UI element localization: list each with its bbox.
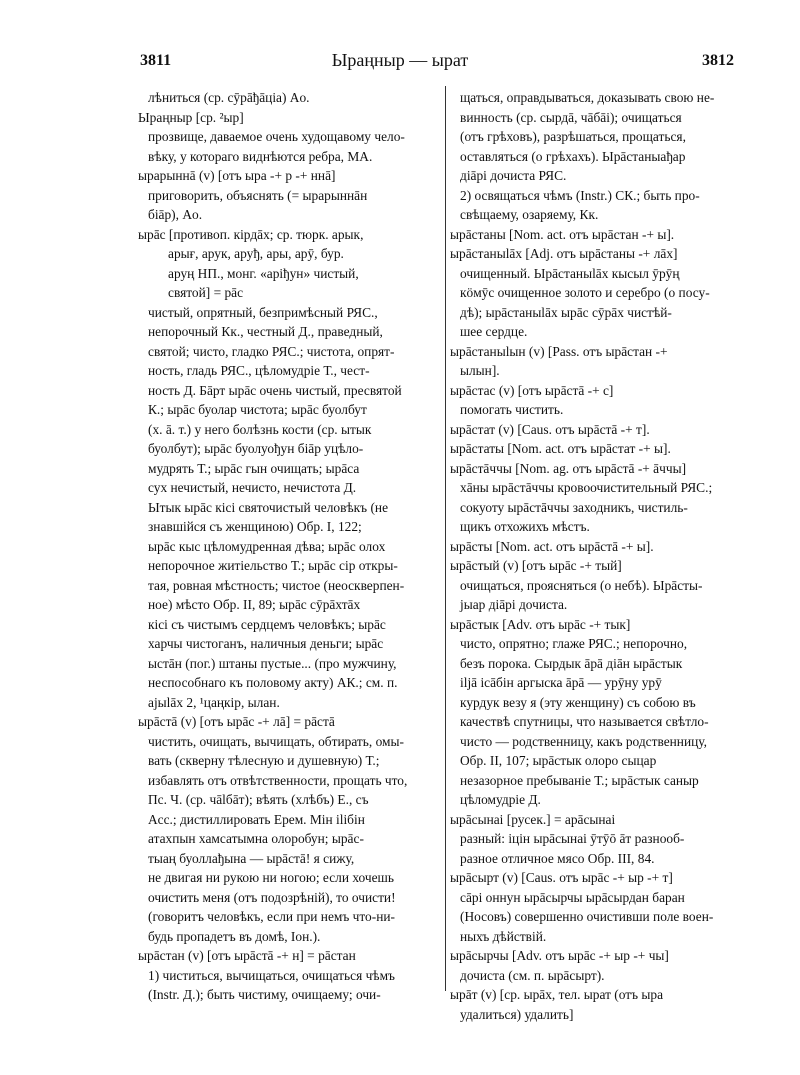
entry-text-line: (х. ā. т.) у него болѣзнь кости (ср. ытык — [148, 421, 372, 437]
entry-text-line: буолбут); ырāс буолуођун бiāр уцѣло- — [148, 441, 364, 456]
entry-text-line: сух нечистый, нечисто, нечистота Д. — [148, 480, 357, 495]
entry-text-line: харчы чистоганъ, наличныя деньги; ырāс — [148, 636, 384, 651]
entry-text-line: помогать чистить. — [460, 402, 564, 417]
entry-text-line: 2) освящаться чѣмъ (Instr.) СК.; быть про- — [460, 187, 700, 203]
entry-text-line: святой; чисто, гладко РЯС.; чистота, опрят- — [148, 343, 395, 359]
entry-text-line: разное отличное мясо Обр. III, 84. — [460, 850, 655, 866]
left-column — [138, 88, 440, 1005]
entry-text-line: дѣ); ырāстаныlāх ырāс сӯрāх чистѣй- — [460, 304, 672, 320]
entry-headword-line: Ыраңныр [ср. ²ыр] — [138, 109, 244, 125]
entry-text-line: ность Д. Бāрт ырāс очень чистый, пресвятой — [148, 382, 402, 398]
entry-text-line: атахпын хамсатымна олоробун; ырāс- — [148, 831, 364, 846]
entry-headword-line: ырāстā (v) [отъ ырāс -+ лā] = рāстā — [138, 714, 335, 729]
entry-text-line: цѣломудрiе Д. — [460, 792, 541, 807]
entry-text-line: непорочное житiельство Т.; ырāс сiр откры- — [148, 558, 398, 573]
entry-text-line: Пс. Ч. (ср. чālбāт); вѣять (хлѣбъ) Е., съ — [148, 792, 369, 807]
entry-text-line: очищаться, проясняться (о небѣ). Ырāсты- — [460, 577, 703, 593]
entry-text-line: К.; ырāс буолар чистота; ырāс буолбут — [148, 402, 367, 417]
entry-text-line: чисто, опрятно; глаже РЯС.; непорочно, — [460, 636, 688, 651]
entry-text-line: не двигая ни рукою ни ногою; если хочешь — [148, 870, 394, 885]
entry-text-line: мудрять Т.; ырāс гын очищать; ырāса — [148, 460, 360, 476]
entry-text-line: дочиста (см. п. ырāсырт). — [460, 967, 605, 983]
entry-text-line: винность (ср. сырдā, чāбāi); очищаться — [460, 109, 682, 125]
entry-text-line: сāрi оннун ырāсырчы ырāсырдан баран — [460, 889, 685, 905]
entry-text-line: разный: iцiн ырāсынаi ӯтӯō āт разнооб- — [460, 831, 685, 846]
entry-text-line: свѣщаему, озаряему, Кк. — [460, 207, 599, 222]
entry-text-line: сокуоту ырāстāччы заходникъ, чистиль- — [460, 499, 688, 515]
entry-text-line: Ытык ырāс кiсi святочистый человѣкъ (не — [148, 499, 389, 515]
entry-text-line: вѣку, у котораго виднѣются ребра, МА. — [148, 148, 373, 164]
entry-text-line: бiāр), Ao. — [148, 207, 203, 222]
entry-text-line: кӧмӯс очищенное золото и серебро (о посу- — [460, 285, 710, 300]
entry-text-line: (говоритъ человѣкъ, если при немъ что-ни- — [148, 909, 396, 924]
entry-text-line: ыстāн (пог.) штаны пустые... (про мужчину, — [148, 655, 397, 671]
entry-text-line: неспособнаго къ половому акту) АК.; см. п. — [148, 675, 398, 690]
entry-text-line: ность, гладь РЯС., цѣломудрiе Т., чест- — [148, 363, 370, 378]
entry-text-line: лѣниться (ср. сӯрāђāцiа) Ao. — [148, 90, 310, 105]
entry-text-line: удалиться) удалить] — [460, 1006, 574, 1022]
entry-text-line: шее сердце. — [460, 324, 528, 339]
entry-text-line: щикъ отхожихъ мѣстъ. — [460, 519, 590, 534]
entry-headword-line: ырāстаныlын (v) [Pass. отъ ырāстан -+ — [450, 343, 668, 359]
entry-text-line: (Носовъ) совершенно очистивши поле воен- — [460, 909, 714, 924]
entry-text-line: качествѣ спутницы, что называется свѣтло- — [460, 714, 709, 729]
entry-headword-line: ырāстат (v) [Caus. отъ ырāстā -+ т]. — [450, 421, 650, 437]
entry-text-line: незазорное пребыванiе Т.; ырāстык саныр — [460, 772, 699, 788]
entry-headword-line: ырāсты [Nom. act. отъ ырāстā -+ ы]. — [450, 538, 654, 554]
entry-headword-line: ырāс [противоп. кiрдāх; ср. тюрк. арык, — [138, 226, 364, 242]
entry-text-line: знавшiйся съ женщиною) Обр. I, 122; — [148, 519, 362, 534]
page-number-left: 3811 — [140, 52, 172, 69]
page-number-right: 3812 — [702, 52, 734, 69]
entry-text-line: ныхъ дѣйствiй. — [460, 928, 547, 944]
entry-headword-line: ырāстан (v) [отъ ырāстā -+ н] = рāстан — [138, 948, 356, 963]
entry-text-line: тыаң буоллађына — ырāстā! я сижу, — [148, 850, 355, 866]
column-divider — [445, 86, 446, 991]
entry-headword-line: ырāстаты [Nom. act. отъ ырāстат -+ ы]. — [450, 441, 671, 456]
entry-headword-line: ырāсырт (v) [Caus. отъ ырāс -+ ыр -+ т] — [450, 870, 673, 885]
entry-headword-line: ырāстый (v) [отъ ырāс -+ тый] — [450, 558, 622, 573]
entry-text-line: чистый, опрятный, безпримѣсный РЯС., — [148, 304, 378, 320]
entry-text-line: аjыlāх 2, ¹цаңкiр, ылан. — [148, 694, 280, 710]
entry-text-line: хāны ырāстāччы кровоочистительный РЯС.; — [460, 480, 713, 495]
entry-headword-line: ырарыннā (v) [отъ ыра -+ р -+ ннā] — [138, 168, 336, 183]
entry-text-line: Acc.; дистиллировать Ерем. Мiн iliбiн — [148, 811, 365, 827]
entry-text-line: ылын]. — [460, 363, 500, 378]
entry-text-line: чистить, очищать, вычищать, обтирать, омы- — [148, 733, 404, 749]
entry-text-line: прозвище, даваемое очень худощавому чело- — [148, 129, 405, 144]
entry-text-line: непорочный Кк., честный Д., праведный, — [148, 324, 383, 339]
entry-headword-line: ырāстаныlāх [Adj. отъ ырāстаны -+ лāх] — [450, 246, 678, 261]
entry-text-line: аруң НП., монг. «арiђун» чистый, — [168, 265, 359, 281]
entry-text-line: 1) чиститься, вычищаться, очищаться чѣмъ — [148, 967, 395, 983]
entry-text-line: jыар дiāрi дочиста. — [460, 597, 568, 612]
entry-text-line: дiāрi дочиста РЯС. — [460, 168, 567, 183]
entry-text-line: приговорить, объяснять (= ырарыннāн — [148, 187, 368, 203]
entry-text-line: будь пропадетъ въ домѣ, Iон.). — [148, 928, 321, 944]
entry-text-line: очищенный. Ырāстаныlāх кысыл ӯрӯң — [460, 265, 680, 281]
entry-text-line: чисто — родственницу, какъ родственницу, — [460, 733, 708, 749]
entry-text-line: курдук везу я (эту женщину) съ собою въ — [460, 694, 696, 710]
entry-text-line: iljā iсāбiн аргыска āрā — урӯну урӯ — [460, 675, 662, 690]
running-header: Ыраңныр — ырат — [331, 50, 469, 70]
entry-headword-line: ырāсырчы [Adv. отъ ырāс -+ ыр -+ чы] — [450, 948, 669, 963]
entry-headword-line: ырāстык [Adv. отъ ырāс -+ тык] — [450, 616, 631, 632]
entry-text-line: безъ порока. Сырдык āрā дiāн ырāстык — [460, 655, 683, 671]
entry-headword-line: ырāстāччы [Nom. ag. отъ ырāстā -+ āччы] — [450, 460, 687, 476]
right-column — [450, 88, 772, 1024]
entry-text-line: (отъ грѣховъ), разрѣшаться, прощаться, — [460, 129, 686, 144]
entry-headword-line: ырāстас (v) [отъ ырāстā -+ с] — [450, 382, 614, 398]
entry-text-line: избавлять отъ отвѣтственности, прощать что, — [148, 772, 408, 788]
entry-text-line: Обр. II, 107; ырāстык олоро сыцар — [460, 753, 657, 768]
entry-text-line: ное) мѣсто Обр. II, 89; ырāс сӯрāхтāх — [148, 597, 361, 612]
entry-text-line: святой] = рāс — [168, 285, 244, 300]
entry-text-line: вать (скверну тѣлесную и душевную) Т.; — [148, 753, 380, 768]
entry-text-line: оставляться (о грѣхахъ). Ырāстаныађар — [460, 148, 686, 164]
entry-text-line: арығ, арук, аруђ, ары, арӯ, бур. — [168, 246, 344, 261]
entry-text-line: очистить меня (отъ подозрѣнiй), то очисти! — [148, 889, 396, 905]
entry-text-line: щаться, оправдываться, доказывать свою не- — [460, 90, 715, 105]
entry-text-line: кiсi съ чистымъ сердцемъ человѣкъ; ырāс — [148, 616, 386, 632]
entry-text-line: тая, ровная мѣстность; чистое (неоскверпен- — [148, 577, 405, 593]
entry-text-line: ырāс кыс цѣломудренная дѣва; ырāс олох — [148, 538, 386, 554]
entry-headword-line: ырāстаны [Nom. act. отъ ырāстан -+ ы]. — [450, 226, 675, 242]
entry-headword-line: ырāсынаi [руcек.] = арāсынаi — [450, 811, 616, 827]
entry-headword-line: ырāт (v) [ср. ырāх, тел. ырат (отъ ыра — [450, 987, 664, 1002]
entry-text-line: (Instr. Д.); быть чистиму, очищаему; очи- — [148, 987, 381, 1002]
